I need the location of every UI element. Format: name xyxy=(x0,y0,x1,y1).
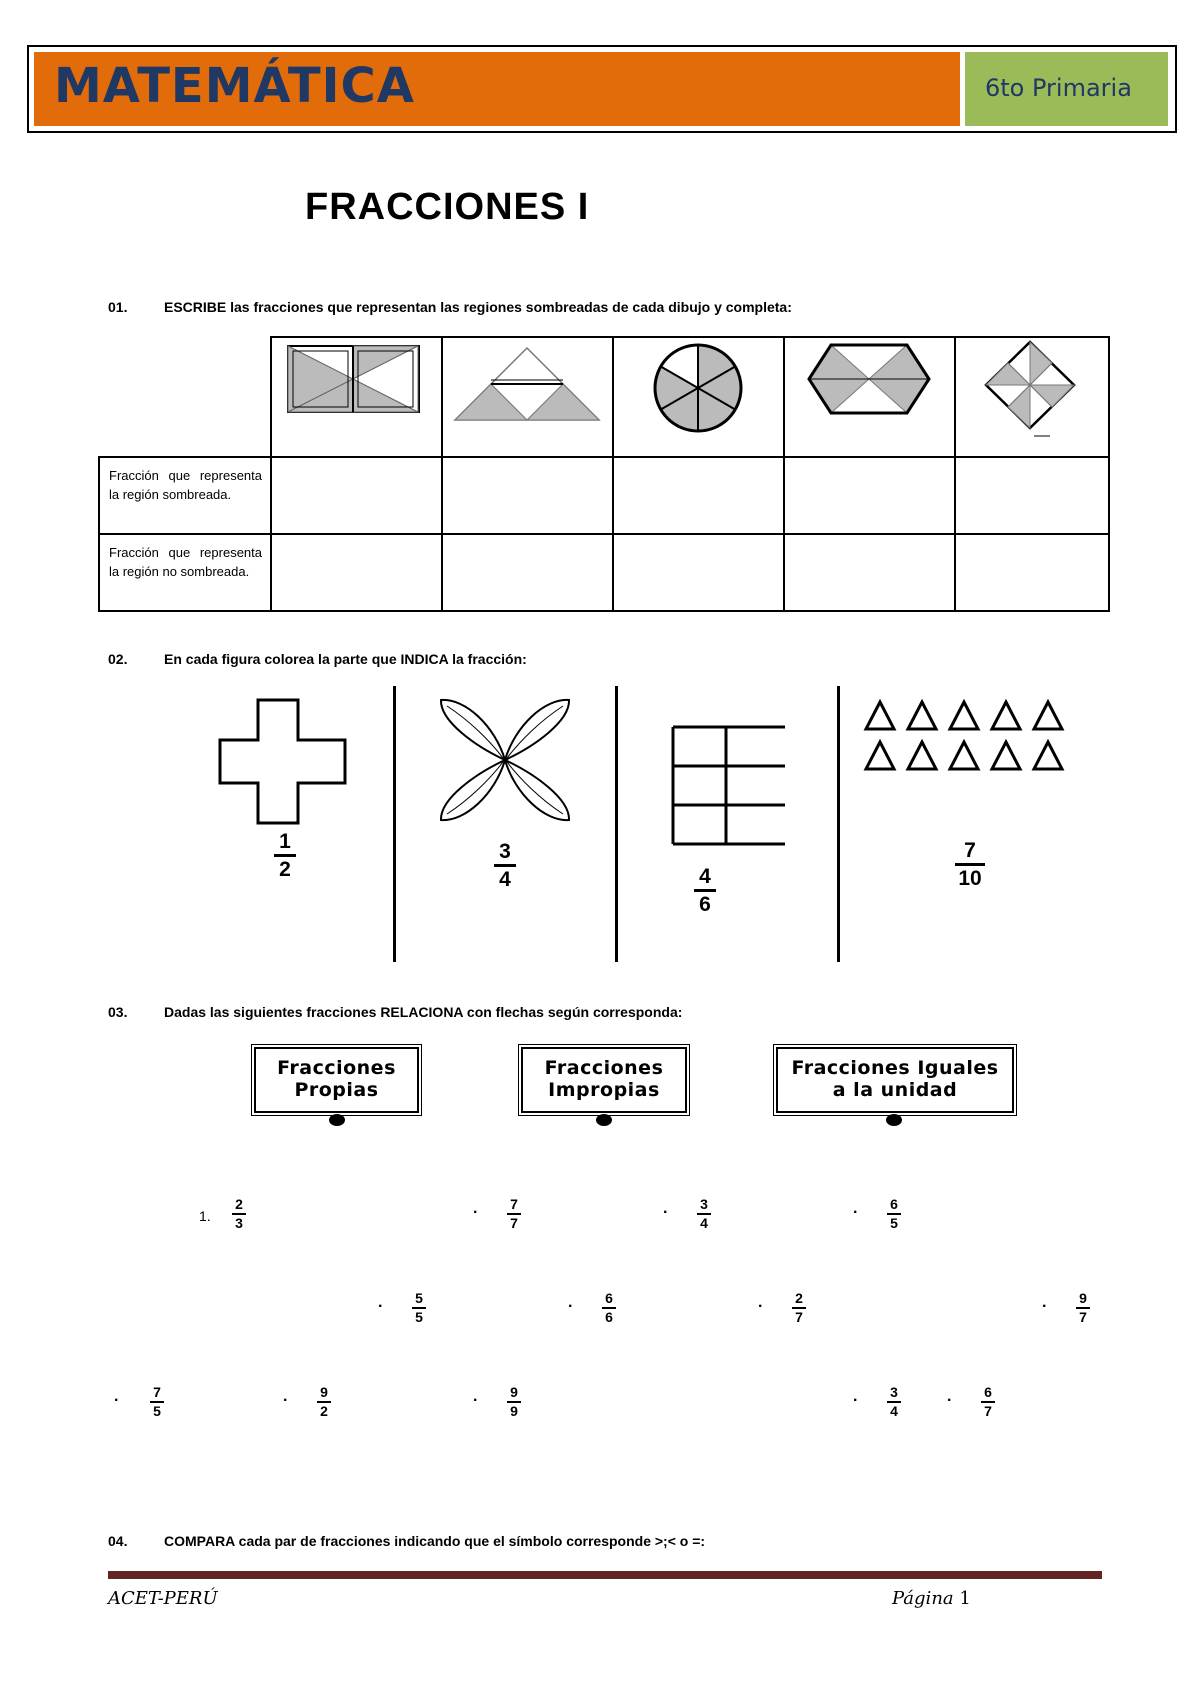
answer-cell[interactable] xyxy=(784,457,955,534)
page-number: 1 xyxy=(959,1588,971,1609)
connector-dot[interactable] xyxy=(329,1114,345,1126)
answer-cell[interactable] xyxy=(271,457,442,534)
fraction-item[interactable]: 9 2 xyxy=(317,1385,331,1419)
footer-organization: ACET-PERÚ xyxy=(108,1588,218,1609)
fraction-7-10 xyxy=(955,840,985,889)
fraction-item[interactable]: 2 3 xyxy=(232,1197,246,1231)
subject-title: MATEMÁTICA xyxy=(54,58,415,114)
fraction-item[interactable]: 3 4 xyxy=(887,1385,901,1419)
fraction-item[interactable]: 2 7 xyxy=(792,1291,806,1325)
unit-fractions-box: Fracciones Iguales a la unidad xyxy=(776,1047,1014,1113)
proper-fractions-box: Fracciones Propias xyxy=(254,1047,419,1113)
footer-page xyxy=(892,1588,971,1609)
question-3-number: 03. xyxy=(108,1004,128,1020)
connector-point[interactable]: . xyxy=(853,1200,858,1217)
numerator: 4 xyxy=(699,865,711,888)
fraction-item[interactable]: 7 7 xyxy=(507,1197,521,1231)
answer-cell[interactable] xyxy=(955,534,1109,611)
figure-cell-circle xyxy=(613,337,784,457)
answer-cell[interactable] xyxy=(442,534,613,611)
shaded-hexagon-figure xyxy=(785,338,953,451)
empty-corner-cell xyxy=(99,337,271,457)
answer-cell[interactable] xyxy=(613,534,784,611)
numerator: 1 xyxy=(279,830,291,853)
page-word: Página xyxy=(892,1588,954,1609)
answer-cell[interactable] xyxy=(955,457,1109,534)
connector-dot[interactable] xyxy=(886,1114,902,1126)
connector-point[interactable]: . xyxy=(473,1388,478,1405)
connector-point[interactable]: . xyxy=(378,1294,383,1311)
connector-point[interactable]: . xyxy=(947,1388,952,1405)
question-4-number: 04. xyxy=(108,1533,128,1549)
question-2-text: En cada figura colorea la parte que INDICA la fracción: xyxy=(164,651,527,667)
grid-figure xyxy=(670,722,790,848)
question-4-text: COMPARA cada par de fracciones indicando que el símbolo corresponde >;< o =: xyxy=(164,1533,706,1549)
connector-point[interactable]: . xyxy=(568,1294,573,1311)
answer-cell[interactable] xyxy=(613,457,784,534)
fraction-item[interactable]: 6 7 xyxy=(981,1385,995,1419)
connector-point[interactable]: . xyxy=(473,1200,478,1217)
cross-figure xyxy=(210,695,360,830)
figure-cell-rectangles xyxy=(271,337,442,457)
denominator: 2 xyxy=(279,858,291,881)
denominator: 6 xyxy=(699,893,711,916)
connector-point[interactable]: . xyxy=(758,1294,763,1311)
fraction-item[interactable]: 7 5 xyxy=(150,1385,164,1419)
connector-point[interactable]: . xyxy=(853,1388,858,1405)
divider xyxy=(837,686,840,962)
fractions-table xyxy=(98,336,1110,612)
connector-dot[interactable] xyxy=(596,1114,612,1126)
figure-cell-triangles xyxy=(442,337,613,457)
fraction-item[interactable]: 6 5 xyxy=(887,1197,901,1231)
leaf-flower-figure xyxy=(435,696,575,831)
answer-cell[interactable] xyxy=(442,457,613,534)
numerator: 7 xyxy=(964,839,976,862)
header-banner xyxy=(27,45,1177,133)
grade-label: 6to Primaria xyxy=(985,74,1132,102)
figure-cell-hexagon xyxy=(784,337,955,457)
fraction-item[interactable]: 3 4 xyxy=(697,1197,711,1231)
divider xyxy=(615,686,618,962)
shaded-triangles-figure xyxy=(443,338,611,451)
fraction-1-2 xyxy=(274,831,296,880)
fraction-item[interactable]: 9 7 xyxy=(1076,1291,1090,1325)
grade-banner xyxy=(965,52,1168,126)
question-1-text: ESCRIBE las fracciones que representan las regiones sombreadas de cada dibujo y completa: xyxy=(164,299,792,315)
fraction-item[interactable]: 6 6 xyxy=(602,1291,616,1325)
fraction-item[interactable]: 9 9 xyxy=(507,1385,521,1419)
shaded-circle-figure xyxy=(614,338,782,451)
answer-cell[interactable] xyxy=(271,534,442,611)
footer-divider xyxy=(108,1571,1102,1579)
numerator: 3 xyxy=(499,840,511,863)
question-1-number: 01. xyxy=(108,299,128,315)
question-2-number: 02. xyxy=(108,651,128,667)
connector-point[interactable]: . xyxy=(663,1200,668,1217)
item-number: 1. xyxy=(199,1208,211,1224)
figure-cell-rhombus xyxy=(955,337,1109,457)
connector-point[interactable]: . xyxy=(283,1388,288,1405)
row-label-shaded: Fracción que representa la región sombreada. xyxy=(99,457,271,534)
shaded-rectangles-figure xyxy=(272,338,440,451)
subject-banner xyxy=(34,52,960,126)
divider xyxy=(393,686,396,962)
answer-cell[interactable] xyxy=(784,534,955,611)
denominator: 4 xyxy=(499,868,511,891)
page-title: FRACCIONES I xyxy=(305,186,590,228)
question-3-text: Dadas las siguientes fracciones RELACIONA con flechas según corresponda: xyxy=(164,1004,683,1020)
triangles-figure xyxy=(862,698,1082,773)
connector-point[interactable]: . xyxy=(114,1388,119,1405)
denominator: 10 xyxy=(958,867,982,890)
fraction-item[interactable]: 5 5 xyxy=(412,1291,426,1325)
improper-fractions-box: Fracciones Impropias xyxy=(521,1047,687,1113)
fraction-4-6 xyxy=(694,866,716,915)
fraction-3-4 xyxy=(494,841,516,890)
shaded-rhombus-figure xyxy=(956,338,1108,451)
row-label-unshaded: Fracción que representa la región no sombreada. xyxy=(99,534,271,611)
connector-point[interactable]: . xyxy=(1042,1294,1047,1311)
